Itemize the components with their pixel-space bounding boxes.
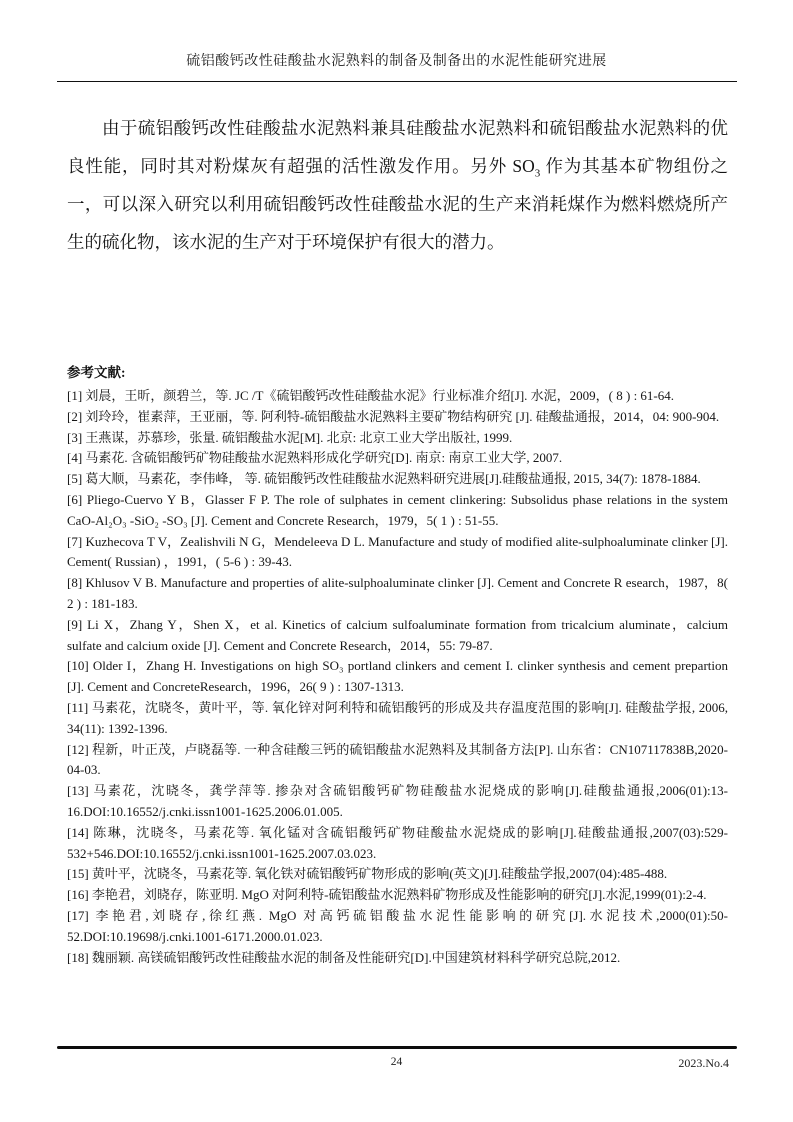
reference-item: [17] 李艳君,刘晓存,徐红燕. MgO 对高钙硫铝酸盐水泥性能影响的研究[J].水泥技术,2000(01):50-52.DOI:10.19698/j.cnki.1001-6171.2000.01.023.: [67, 907, 728, 944]
reference-item: [15] 黄叶平，沈晓冬，马素花等. 氧化铁对硫铝酸钙矿物形成的影响(英文)[J].硅酸盐学报,2007(04):485-488.: [67, 866, 668, 882]
reference-item: [10] Older I，Zhang H. Investigations on high SO₃ portland clinkers and cement I. clinker synthesis and cement prepartion [J]. Cement and ConcreteResearch，1996，26( 9 ) : 1307-1313.: [67, 658, 728, 695]
reference-item: [14] 陈琳，沈晓冬，马素花等. 氧化锰对含硫铝酸钙矿物硅酸盐水泥烧成的影响[J].硅酸盐通报,2007(03):529-532+546.DOI:10.16552/j.cnki.issn1001-1625.2007.03.023.: [67, 824, 728, 861]
reference-item: [7] Kuzhecova T V，Zealishvili N G，Mendeleeva D L. Manufacture and study of modified alite-sulphoaluminate clinker [J]. Cement( Russian) ，1991，( 5-6 ) : 39-43.: [67, 533, 728, 570]
footer-rule: [57, 1046, 737, 1049]
reference-item: [16] 李艳君，刘晓存，陈亚明. MgO 对阿利特-硫铝酸盐水泥熟料矿物形成及性能影响的研究[J].水泥,1999(01):2-4.: [67, 887, 707, 903]
running-head-title: 硫铝酸钙改性硅酸盐水泥熟料的制备及制备出的水泥性能研究进展: [186, 54, 607, 69]
reference-item: [4] 马素花. 含硫铝酸钙矿物硅酸盐水泥熟料形成化学研究[D]. 南京: 南京工业大学, 2007.: [67, 450, 563, 466]
references-heading: 参考文献:: [67, 365, 126, 380]
body-paragraph: [67, 109, 728, 261]
reference-item: [3] 王燕谋，苏慕珍，张量. 硫铝酸盐水泥[M]. 北京: 北京工业大学出版社, 1999.: [67, 429, 513, 445]
body-paragraph-part2: 作为其基本矿物组份之一，可以深入研究以利用硫铝酸钙改性硅酸盐水泥的生产来消耗煤作为燃料燃烧所产生的硫化物，该水泥的生产对于环境保护有很大的潜力。: [67, 155, 729, 252]
reference-item: [1] 刘晨，王昕，颜碧兰，等. JC /T《硫铝酸钙改性硅酸盐水泥》行业标准介绍[J]. 水泥，2009，( 8 ) : 61-64.: [67, 388, 675, 403]
body-paragraph-part1: 由于硫铝酸钙改性硅酸盐水泥熟料兼具硅酸盐水泥熟料和硫铝酸盐水泥熟料的优良性能，同时其对粉煤灰有超强的活性激发作用。另外 SO: [67, 117, 728, 176]
references-list: [67, 386, 728, 968]
footer-issue-label: 2023.No.4: [678, 1056, 729, 1070]
reference-item: [9] Li X，Zhang Y，Shen X，et al. Kinetics of calcium sulfoaluminate formation from tricalcium aluminate，calcium sulfate and calcium oxide [J]. Cement and Concrete Research，2014，55: 79-87.: [67, 616, 728, 653]
reference-item: [18] 魏丽颖. 高镁硫铝酸钙改性硅酸盐水泥的制备及性能研究[D].中国建筑材料科学研究总院,2012.: [67, 949, 621, 965]
header-rule: [57, 81, 737, 82]
reference-item: [11] 马素花，沈晓冬，黄叶平，等. 氧化锌对阿利特和硫铝酸钙的形成及共存温度范围的影响[J]. 硅酸盐学报, 2006, 34(11): 1392-1396.: [67, 699, 728, 736]
so3-subscript: 3: [534, 167, 541, 179]
reference-item: [2] 刘玲玲，崔素萍，王亚丽，等. 阿利特-硫铝酸盐水泥熟料主要矿物结构研究 [J]. 硅酸盐通报，2014，04: 900-904.: [67, 408, 720, 424]
reference-item: [5] 葛大顺，马素花，李伟峰， 等. 硫铝酸钙改性硅酸盐水泥熟料研究进展[J].硅酸盐通报, 2015, 34(7): 1878-1884.: [67, 471, 701, 487]
reference-item: [13] 马素花，沈晓冬，龚学萍等. 掺杂对含硫铝酸钙矿物硅酸盐水泥烧成的影响[J].硅酸盐通报,2006(01):13-16.DOI:10.16552/j.cnki.issn1001-1625.2006.01.005.: [67, 783, 728, 819]
footer-page-number: 24: [390, 1056, 403, 1068]
reference-item: [12] 程新，叶正茂，卢晓磊等. 一种含硅酸三钙的硫铝酸盐水泥熟料及其制备方法[P]. 山东省：CN107117838B,2020-04-03.: [67, 741, 728, 778]
reference-item: [8] Khlusov V B. Manufacture and properties of alite-sulphoaluminate clinker [J]. Cement and Concrete R esearch，1987，8( 2 ) : 181-183.: [67, 575, 728, 611]
reference-item: [6] Pliego-Cuervo Y B，Glasser F P. The role of sulphates in cement clinkering: Subsolidus phase relations in the system CaO-Al₂O₃ -SiO₂ -SO₃ [J]. Cement and Concrete Research，1979，5( 1 ) : 51-55.: [67, 491, 728, 528]
